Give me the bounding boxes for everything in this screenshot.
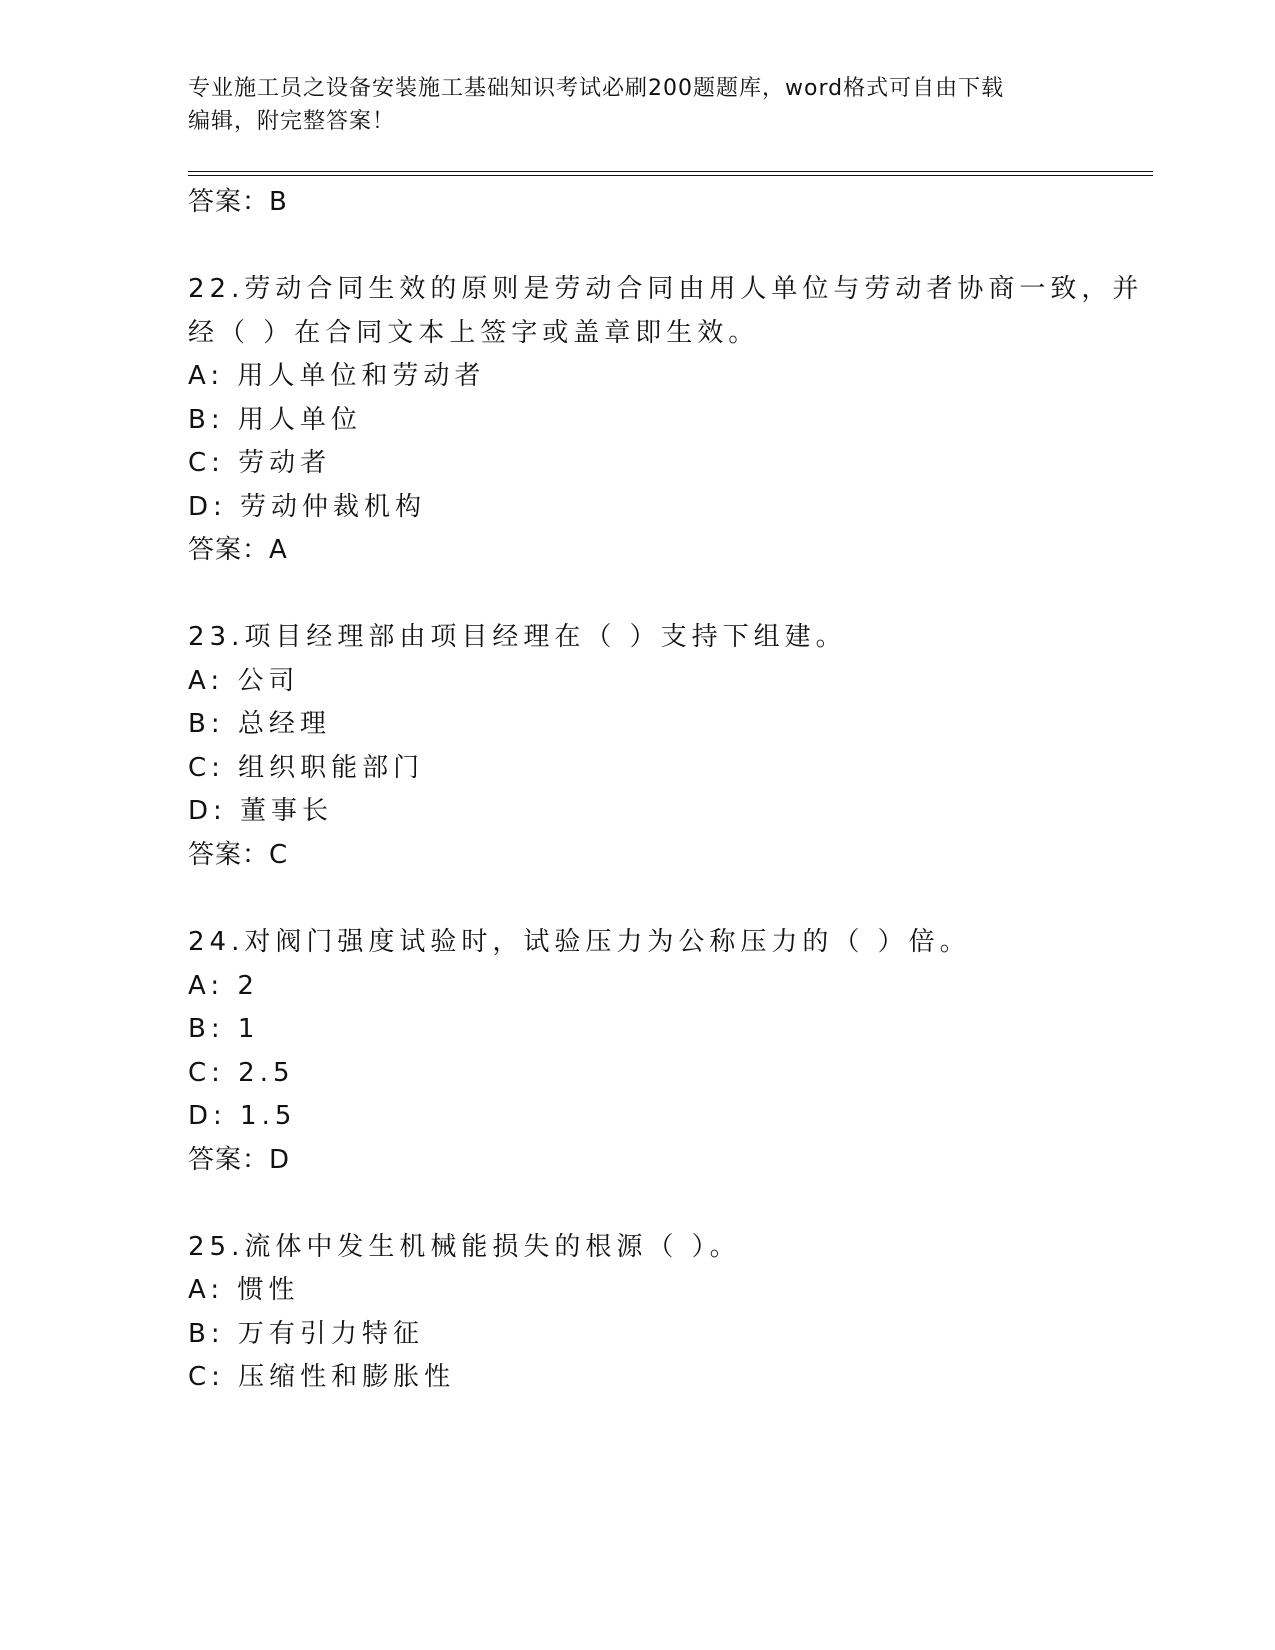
question-23-option-a: A: 公司: [188, 666, 300, 696]
question-22-option-c: C: 劳动者: [188, 448, 332, 478]
question-23-option-d: D: 董事长: [188, 796, 334, 826]
question-23-answer: 答案：C: [188, 840, 289, 870]
question-24-option-a: A: 2: [188, 971, 259, 1001]
header-rule-top: [188, 171, 1153, 172]
question-25-option-b: B: 万有引力特征: [188, 1319, 424, 1349]
question-22-option-a: A: 用人单位和劳动者: [188, 361, 486, 391]
question-24-option-d: D: 1.5: [188, 1101, 297, 1131]
header-rule-bottom: [188, 175, 1153, 176]
question-24-option-b: B: 1: [188, 1014, 260, 1044]
question-25-option-c: C: 压缩性和膨胀性: [188, 1362, 456, 1392]
answer-previous: 答案：B: [188, 187, 288, 217]
header-line-2: 编辑，附完整答案！: [188, 109, 396, 134]
question-25-text-line-1: 25.流体中发生机械能损失的根源（ ）。: [188, 1232, 741, 1262]
question-24-answer: 答案：D: [188, 1145, 291, 1175]
question-22-option-d: D: 劳动仲裁机构: [188, 492, 427, 522]
header-line-1: 专业施工员之设备安装施工基础知识考试必刷200题题库，word格式可自由下载: [188, 76, 1005, 101]
question-22-text-line-2: 经（ ）在合同文本上签字或盖章即生效。: [188, 318, 760, 348]
question-25-option-a: A: 惯性: [188, 1275, 300, 1305]
question-23-option-b: B: 总经理: [188, 709, 331, 739]
question-23-option-c: C: 组织职能部门: [188, 753, 425, 783]
question-22-option-b: B: 用人单位: [188, 405, 362, 435]
question-24-text-line-1: 24.对阀门强度试验时，试验压力为公称压力的（ ）倍。: [188, 927, 971, 957]
document-header: [188, 72, 1088, 138]
question-23-text-line-1: 23.项目经理部由项目经理在（ ）支持下组建。: [188, 622, 847, 652]
question-24-option-c: C: 2.5: [188, 1058, 295, 1088]
question-22-text-line-1: 22.劳动合同生效的原则是劳动合同由用人单位与劳动者协商一致，并: [188, 274, 1144, 304]
question-22-answer: 答案：A: [188, 535, 288, 565]
